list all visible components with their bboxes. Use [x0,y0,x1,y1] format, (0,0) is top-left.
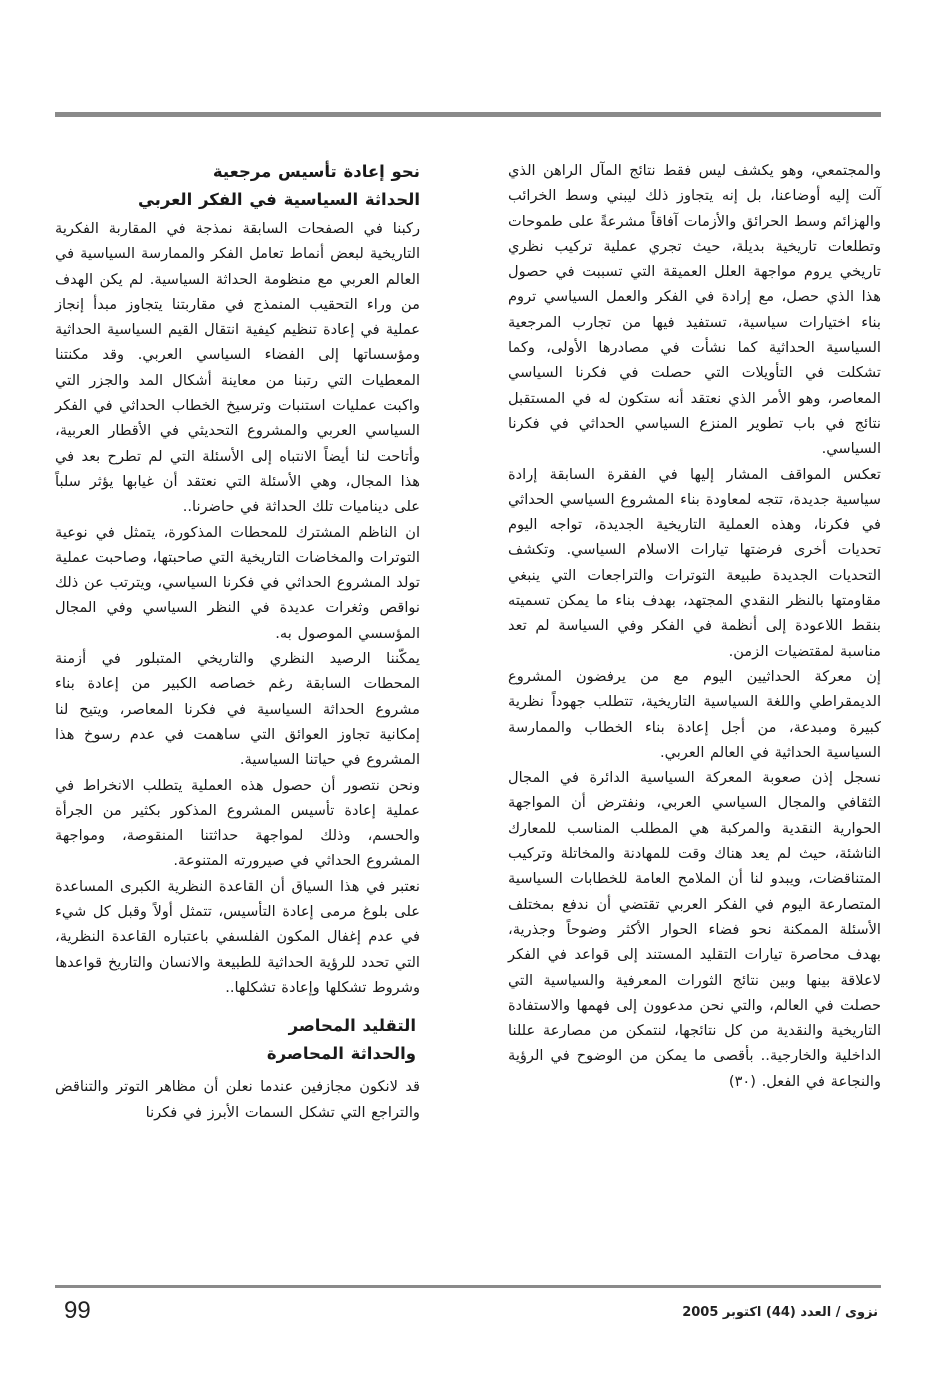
left-paragraph-2: ان الناظم المشترك للمحطات المذكورة، يتمثل في نوعية التوترات والمخاضات التاريخية التي صاحبتها، وصاحبت عملية تولد المشروع الحداثي في فكرنا السياسي، ويترتب عن ذلك نواقص وثغرات عديدة في النظر السياسي وفي المجال المؤسسي الموصول به. [55,523,420,642]
page-number: 99 [64,1297,91,1324]
section-heading-line-1: نحو إعادة تأسيس مرجعية [212,162,420,181]
left-paragraph-4: ونحن نتصور أن حصول هذه العملية يتطلب الانخراط في عملية إعادة تأسيس المشروع المذكور بكثير من الجرأة والحسم، وذلك لمواجهة حداثتنا المنقوصة، ومواجهة المشروع الحداثي في صيرورته المتنوعة. [55,776,420,870]
right-paragraph-4: نسجل إذن صعوبة المعركة السياسية الدائرة في المجال الثقافي والمجال السياسي العربي، ونفترض أن المواجهة الحوارية النقدية والمركبة هي المطلب المناسب للمعارك الناشئة، حيث لم يعد هناك وقت للمهادنة والمخاتلة وتركيب المتناقضات، ويبدو لنا أن الملامح العامة للخطابات السياسية المتصارعة اليوم في الفكر العربي تقتضي أن ندفع بمختلف الأسئلة الممكنة نحو فضاء الحوار الأكثر وضوحاً وجذرية، بهدف محاصرة تيارات التقليد المستند إلى قواعد في الفكر لاعلاقة بينها وبين نتائج الثورات المعرفية والسياسية التي حصلت في العالم، والتي نحن مدعوون إلى فهمها والاستفادة التاريخية والنقدية من كل نتائجها، لنتمكن من مصارعة عللنا الداخلية والخارجية.. بأقصى ما يمكن من الوضوح في الرؤية والنجاعة في الفعل. (٣٠) [508,769,881,1090]
top-rule [55,112,881,117]
left-paragraph-5: نعتبر في هذا السياق أن القاعدة النظرية الكبرى المساعدة على بلوغ مرمى إعادة التأسيس، تتمثل أولاً وقبل كل شيء في عدم إغفال المكون الفلسفي باعتباره القاعدة النظرية، التي تحدد للرؤية الحداثية للطبيعة والانسان والتاريخ قواعدها وشروط تشكلها وإعادة تشكلها.. [55,877,420,996]
right-paragraph-1: والمجتمعي، وهو يكشف ليس فقط نتائج المآل الراهن الذي آلت إليه أوضاعنا، بل إنه يتجاوز ذلك ليبني وسط الخرائب والهزائم وسط الحرائق والأزمات آفاقاً مشرعةً على طموحات وتطلعات تاريخية بديلة، حيث تجري عملية تركيب نظري تاريخي يروم مواجهة العلل العميقة التي تسببت في حصول هذا الذي حصل، مع إرادة في الفكر والعمل السياسي تروم بناء اختيارات سياسية، تستفيد فيها من تجارب المرجعية السياسية الحداثية كما نشأت في مصادرها الأولى، وكما تشكلت في التأويلات التي حصلت في فكرنا السياسي المعاصر، وهو الأمر الذي نعتقد أنه ستكون له في المستقبل نتائج في باب تطوير المنزع السياسي الحداثي في فكرنا السياسي. [508,162,881,458]
left-paragraph-1: ركبنا في الصفحات السابقة نمذجة في المقاربة الفكرية التاريخية لبعض أنماط تعامل الفكر والممارسة السياسية في العالم العربي مع منظومة الحداثة السياسية. لم يكن الهدف من وراء التحقيب المنمذج في مقاربتنا يتجاوز مبدأ إنجاز عملية في إعادة تنظيم كيفية انتقال القيم السياسية الحداثية ومؤسساتها إلى الفضاء السياسي العربي. وقد مكنتنا المعطيات التي رتبنا من معاينة أشكال المد والجزر التي واكبت عمليات استنبات وترسيخ الخطاب الحداثي في الفكر السياسي العربي والمشروع التحديثي في الأقطار العربية، وأتاحت لنا أيضاً الانتباه إلى الأسئلة التي لم تطرح بعد في هذا المجال، وهي الأسئلة التي نعتقد أن غيابها يؤثر سلباً على ديناميات تلك الحداثة في حاضرنا.. [55,220,420,516]
right-paragraph-2: تعكس المواقف المشار إليها في الفقرة السابقة إرادة سياسية جديدة، تتجه لمعاودة بناء المشروع السياسي الحداثي في فكرنا، وهذه العملية التاريخية الجديدة، تواجه اليوم تحديات أخرى فرضتها تيارات الاسلام السياسي. وتكشف التحديات الجديدة طبيعة التوترات والتراجعات التي ينبغي مقاومتها بالنظر النقدي المجتهد، بهدف بناء ما يمكن تسميته بنقط اللاعودة إلى أنظمة في الفكر وفي السياسة لم تعد مناسبة لمقتضيات الزمن. [508,465,881,660]
left-column [55,158,420,1125]
section-heading [55,158,420,214]
bottom-rule [55,1285,881,1288]
subsection-heading [55,1012,420,1068]
subsection-heading-line-1: التقليد المحاصر [288,1016,416,1036]
left-paragraph-3: يمكّننا الرصيد النظري والتاريخي المتبلور في أزمنة المحطات السابقة رغم خصاصه الكبير من إعادة بناء مشروع الحداثة السياسية في فكرنا المعاصر، ويتيح لنا إمكانية تجاوز العوائق التي ساهمت في عدم رسوخ هذا المشروع في حياتنا السياسية. [55,650,420,769]
left-final-paragraph: قد لانكون مجازفين عندما نعلن أن مظاهر التوتر والتناقض والتراجع التي تشكل السمات الأبرز في فكرنا [55,1078,420,1121]
journal-issue-label: نزوى / العدد (44) اكتوبر 2005 [682,1305,878,1320]
right-column [508,158,881,1094]
subsection-heading-line-2: والحداثة المحاصرة [266,1044,416,1064]
section-heading-line-2: الحداثة السياسية في الفكر العربي [137,190,420,209]
right-paragraph-3: إن معركة الحداثيين اليوم مع من يرفضون المشروع الديمقراطي واللغة السياسية التاريخية، تتطلب جهوداً نظرية كبيرة ومبدعة، من أجل إعادة بناء الخطاب والممارسة السياسية الحداثية في العالم العربي. [508,667,881,761]
